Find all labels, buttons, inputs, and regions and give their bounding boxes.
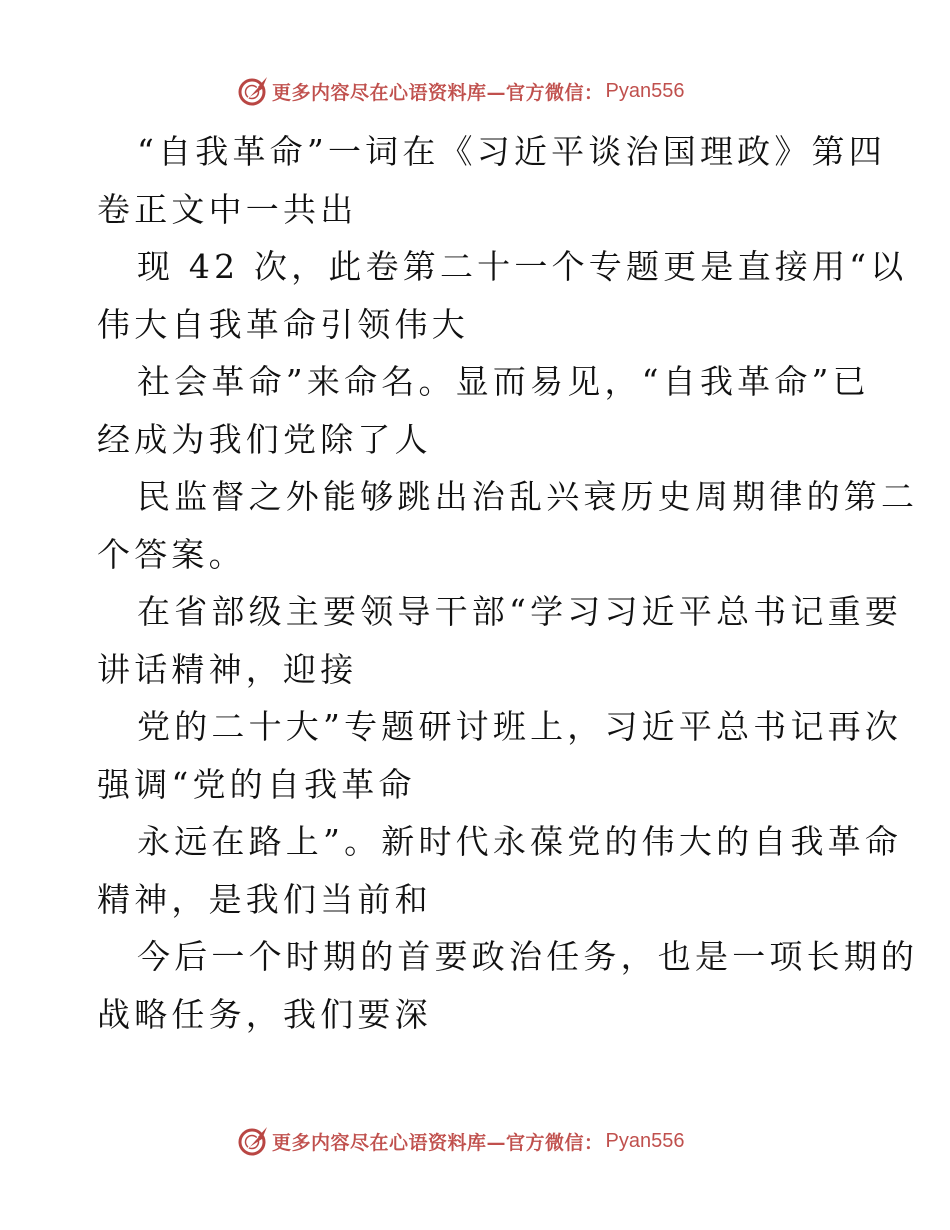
footer-watermark xyxy=(236,1123,684,1159)
document-body xyxy=(97,123,919,1043)
body-line: 讲话精神，迎接 xyxy=(97,649,358,689)
body-line: 个答案。 xyxy=(97,534,246,574)
body-line: 战略任务，我们要深 xyxy=(97,994,432,1034)
body-line: 卷正文中一共出 xyxy=(97,189,358,229)
watermark-text: 更多内容尽在心语资料库—官方微信： xyxy=(272,81,604,104)
watermark-wechat-id: Pyan556 xyxy=(605,79,685,102)
quill-logo-icon xyxy=(236,1124,270,1158)
watermark-wechat-id: Pyan556 xyxy=(605,1129,685,1152)
body-line: 党的二十大”专题研讨班上，习近平总书记再次 xyxy=(137,707,903,746)
body-line: “自我革命”一词在《习近平谈治国理政》第四 xyxy=(137,132,886,171)
body-line: 在省部级主要领导干部“学习习近平总书记重要 xyxy=(137,592,903,631)
body-line: 经成为我们党除了人 xyxy=(97,419,432,459)
body-line: 永远在路上”。新时代永葆党的伟大的自我革命 xyxy=(137,822,903,861)
body-line: 强调“党的自我革命 xyxy=(97,764,416,804)
header-watermark xyxy=(236,73,684,109)
body-line: 伟大自我革命引领伟大 xyxy=(97,304,469,344)
body-line: 社会革命”来命名。显而易见，“自我革命”已 xyxy=(137,362,870,401)
body-line: 精神，是我们当前和 xyxy=(97,879,432,919)
body-line: 民监督之外能够跳出治乱兴衰历史周期律的第二 xyxy=(137,477,919,516)
body-line: 今后一个时期的首要政治任务，也是一项长期的 xyxy=(137,937,919,976)
watermark-text: 更多内容尽在心语资料库—官方微信： xyxy=(272,1131,604,1154)
body-line: 现 42 次，此卷第二十一个专题更是直接用“以 xyxy=(137,247,908,286)
quill-logo-icon xyxy=(236,74,270,108)
